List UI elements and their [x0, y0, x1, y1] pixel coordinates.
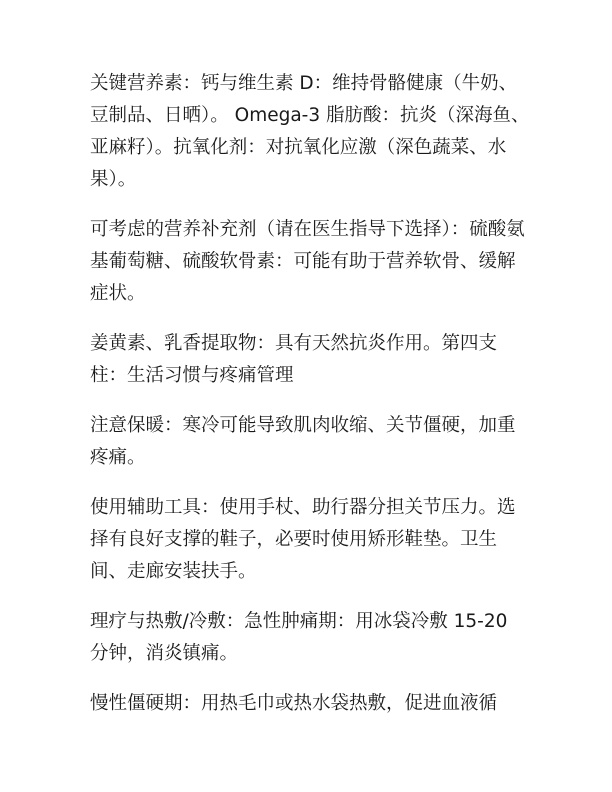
document-body	[90, 68, 530, 738]
paragraph-key-nutrients: 关键营养素：钙与维生素 D：维持骨骼健康（牛奶、豆制品、日晒）。 Omega-3 脂肪酸：抗炎（深海鱼、亚麻籽）。抗氧化剂：对抗氧化应激（深色蔬菜、水果）。	[90, 73, 530, 190]
paragraph-supplements: 可考虑的营养补充剂（请在医生指导下选择）：硫酸氨基葡萄糖、硫酸软骨素：可能有助于营养软骨、缓解症状。	[90, 219, 525, 304]
paragraph-assistive-tools: 使用辅助工具：使用手杖、助行器分担关节压力。选择有良好支撑的鞋子，必要时使用矫形鞋垫。卫生间、走廊安装扶手。	[90, 497, 516, 582]
paragraph-chronic-stiffness: 慢性僵硬期：用热毛巾或热水袋热敷，促进血液循	[90, 693, 498, 714]
paragraph-keep-warm: 注意保暖：寒冷可能导致肌肉收缩、关节僵硬，加重疼痛。	[90, 415, 516, 468]
paragraph-hot-cold-therapy: 理疗与热敷/冷敷：急性肿痛期：用冰袋冷敷 15-20 分钟，消炎镇痛。	[90, 611, 508, 664]
paragraph-curcumin: 姜黄素、乳香提取物：具有天然抗炎作用。第四支柱：生活习惯与疼痛管理	[90, 333, 498, 386]
